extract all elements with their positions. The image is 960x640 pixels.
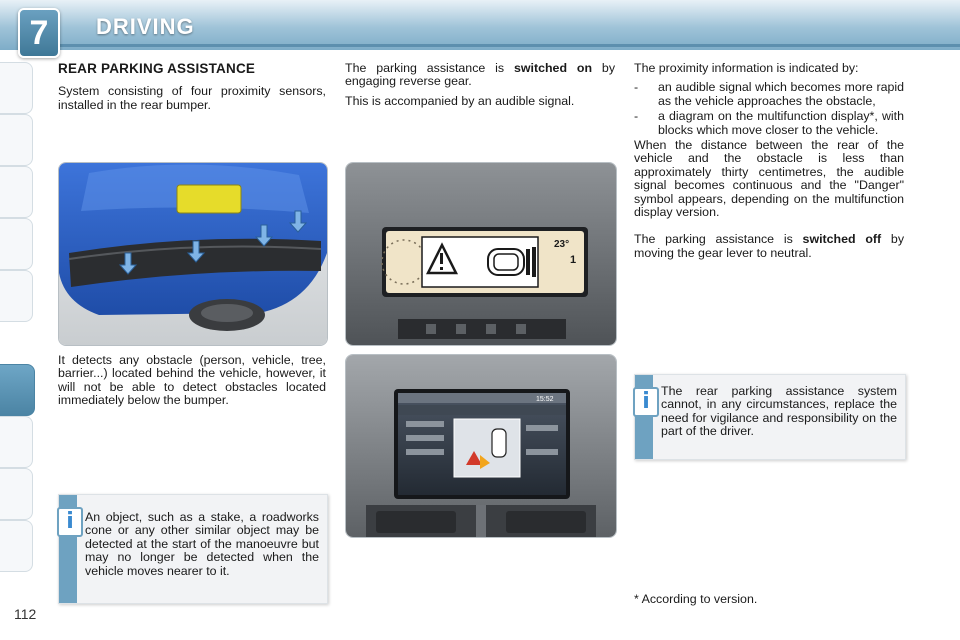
- colour-display-illustration: [345, 354, 617, 538]
- audible-paragraph: This is accompanied by an audible signal.: [345, 93, 575, 108]
- side-tab-1[interactable]: [0, 62, 33, 114]
- monochrome-display-illustration: [345, 162, 617, 346]
- proximity-item-audible: - an audible signal which becomes more rapid as the vehicle approaches the obstacle,: [634, 81, 904, 108]
- info-box-detection: [58, 494, 328, 604]
- switched-off-suffix: by moving the gear lever to neutral.: [634, 232, 905, 260]
- left-column: [58, 62, 326, 118]
- monochrome-display-drawing: [346, 163, 616, 345]
- side-tab-8[interactable]: [0, 468, 33, 520]
- middle-column: [345, 62, 615, 114]
- section-title: REAR PARKING ASSISTANCE: [58, 61, 256, 76]
- info-box-vigilance-text: The rear parking assistance system cannot, in any circumstances, replace the need for vigilance and responsibility on the part of the driver.: [661, 384, 897, 439]
- colour-display-drawing: [346, 355, 616, 537]
- rear-bumper-illustration: [58, 162, 328, 346]
- proximity-item-diagram: - a diagram on the multifunction display*, with blocks which move closer to the vehicle.: [634, 110, 904, 137]
- header-rule: [60, 44, 960, 47]
- info-icon: i: [633, 387, 659, 417]
- footnote: * According to version.: [634, 592, 758, 606]
- chapter-number: 7: [29, 13, 49, 52]
- side-tab-9[interactable]: [0, 520, 33, 572]
- side-tab-3[interactable]: [0, 166, 33, 218]
- chapter-title: DRIVING: [96, 14, 195, 39]
- side-tab-5[interactable]: [0, 270, 33, 322]
- switched-on-emphasis: switched on: [514, 61, 593, 75]
- chapter-number-badge: [18, 8, 60, 58]
- detects-paragraph-block: [58, 354, 326, 414]
- info-icon: i: [57, 507, 83, 537]
- side-tab-driving[interactable]: [0, 364, 35, 416]
- switched-off-prefix: The parking assistance is: [634, 232, 803, 247]
- side-tab-strip: [0, 62, 34, 572]
- detects-paragraph: It detects any obstacle (person, vehicle, tree, barrier...) located behind the vehicle, however, it will not be able to detect obstacles located immediately below the bumper.: [58, 353, 326, 408]
- switched-on-paragraph: [345, 62, 615, 89]
- side-tab-7[interactable]: [0, 416, 33, 468]
- rear-bumper-drawing: [59, 163, 327, 345]
- info-box-detection-text: An object, such as a stake, a roadworks cone or any other similar object may be detected at the start of the manoeuvre but may no longer be detected when the vehicle moves nearer to it.: [85, 510, 319, 578]
- switched-on-prefix: The parking assistance is: [345, 61, 514, 75]
- info-box-vigilance: [634, 374, 906, 460]
- side-tab-4[interactable]: [0, 218, 33, 270]
- proximity-intro: The proximity information is indicated by:: [634, 61, 859, 75]
- colour-display-time: 15:52: [536, 396, 554, 403]
- side-tab-2[interactable]: [0, 114, 33, 166]
- page-number: 112: [14, 606, 37, 622]
- intro-paragraph: System consisting of four proximity sensors, installed in the rear bumper.: [58, 84, 326, 112]
- display-temperature: 23°: [554, 239, 570, 250]
- switched-off-paragraph: [634, 233, 904, 260]
- switched-on-suffix: by engaging reverse gear.: [345, 61, 616, 89]
- display-gear: 1: [570, 254, 577, 266]
- proximity-list: [634, 81, 904, 137]
- switched-off-emphasis: switched off: [802, 232, 882, 247]
- danger-paragraph: When the distance between the rear of the vehicle and the obstacle is less than approximately thirty centimetres, the audible signal becomes continuous and the "Danger" symbol appears, depending on the multifunction display version.: [634, 138, 904, 220]
- right-column: [634, 62, 904, 266]
